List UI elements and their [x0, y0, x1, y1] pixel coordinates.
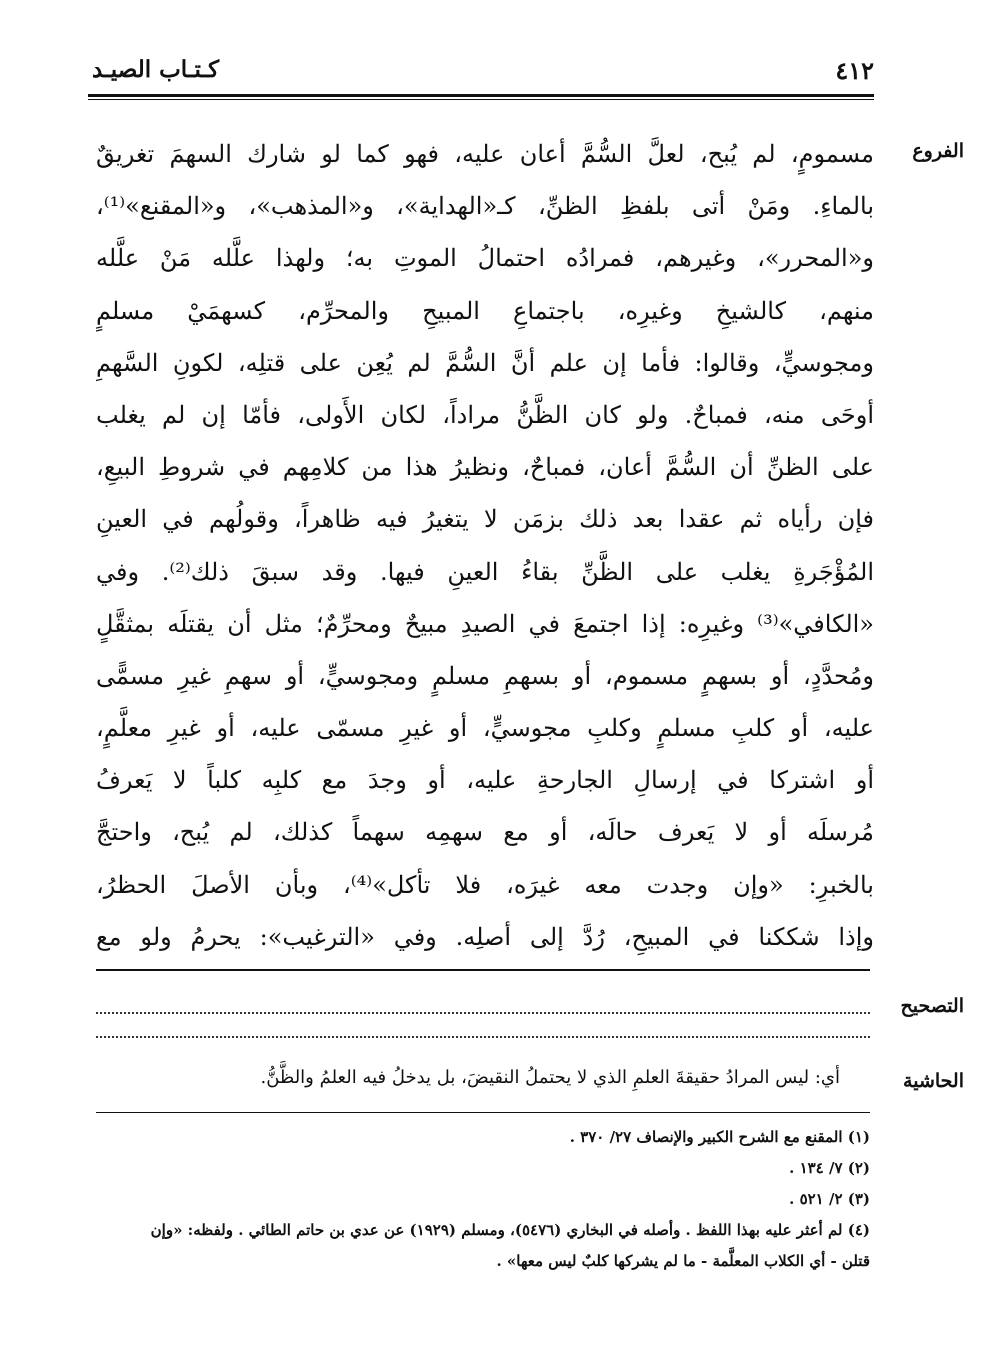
- text-line: مُرسلَه أو لا يَعرف حالَه، أو مع سهمِه سهماً كذلك، لم يُبح، واحتجَّ: [96, 818, 874, 847]
- furu-margin-label: الفروع: [912, 140, 964, 162]
- page-number: ٤١٢: [835, 56, 874, 85]
- main-text-rule: [96, 969, 870, 971]
- hashiya-margin-label: الحاشية: [903, 1070, 964, 1092]
- footnote: (٤) لم أعثر عليه بهذا اللفظ . وأصله في البخاري (٥٤٧٦)، ومسلم (١٩٢٩) عن عدي بن حاتم الطائي . ولفظه: «وإن: [150, 1221, 870, 1239]
- page-header: [88, 54, 874, 94]
- text-line: مسمومٍ، لم يُبح، لعلَّ السُّمَّ أعان عليه، فهو كما لو شارك السهمَ تغريقٌ: [96, 140, 874, 168]
- text-line: ومُحدَّدٍ، أو بسهمٍ مسموم، أو بسهمِ مسلمٍ ومجوسيٍّ، أو سهمِ غيرِ مسمًّى: [96, 661, 874, 690]
- header-rule-thin: [88, 99, 874, 100]
- tashih-dotted-line: [96, 1036, 870, 1038]
- text-line: ومجوسيٍّ، وقالوا: فأما إن علم أنَّ السُّمَّ لم يُعِن على قتلِه، لكونِ السَّهمِ: [96, 348, 874, 377]
- footnote: (٢) ٧/ ١٣٤ .: [789, 1159, 870, 1177]
- hashiya-text: أي: ليس المرادُ حقيقةَ العلمِ الذي لا يحتملُ النقيضَ، بل يدخلُ فيه العلمُ والظَّنُّ.: [260, 1067, 840, 1088]
- text-line: على الظنِّ أن السُّمَّ أعان، فمباحٌ، ونظيرُ هذا من كلامِهم في شروطِ البيعِ،: [96, 453, 874, 482]
- header-rule: [88, 94, 874, 97]
- text-line: وإذا شككنا في المبيحِ، رُدَّ إلى أصلِه. وفي «الترغيب»: يحرمُ ولو مع: [96, 922, 874, 951]
- text-line: «الكافي»⁽³⁾ وغيرِه: إذا اجتمعَ في الصيدِ مبيحٌ ومحرِّمٌ؛ مثل أن يقتلَه بمثقَّلٍ: [96, 609, 874, 638]
- footnote-continuation: قتلن - أي الكلاب المعلَّمة - ما لم يشركها كلبٌ ليس معها» .: [496, 1252, 870, 1270]
- tashih-dotted-line: [96, 1012, 870, 1014]
- footnotes-block: [96, 1122, 870, 1277]
- text-line: المُؤْجَرةِ يغلب على الظَّنِّ بقاءُ العينِ فيها. وقد سبقَ ذلك⁽²⁾. وفي: [96, 557, 874, 586]
- chapter-title: كـتـاب الصيـد: [92, 56, 220, 83]
- footnote: (١) المقنع مع الشرح الكبير والإنصاف ٢٧/ ٣٧٠ .: [569, 1128, 870, 1146]
- text-line: و«المحرر»، وغيرهم، فمرادُه احتمالُ الموتِ به؛ ولهذا علَّله مَنْ علَّله: [96, 244, 874, 273]
- hashiya-rule: [96, 1112, 870, 1113]
- text-line: أوحَى منه، فمباحٌ. ولو كان الظَّنُّ مراداً، لكان الأَولى، فأمّا إن لم يغلب: [96, 400, 874, 429]
- footnote: (٣) ٢/ ٥٢١ .: [789, 1190, 870, 1208]
- text-line: عليه، أو كلبِ مسلمٍ وكلبِ مجوسيٍّ، أو غيرِ مسمّى عليه، أو غيرِ معلَّمٍ،: [96, 714, 874, 743]
- text-line: فإن رأياه ثم عقدا بعد ذلك بزمَن لا يتغيرُ فيه ظاهراً، وقولُهم في العينِ: [96, 505, 874, 534]
- text-line: منهم، كالشيخِ وغيرِه، باجتماعِ المبيحِ والمحرِّم، كسهمَيْ مسلمٍ: [96, 296, 874, 325]
- main-text-block: [96, 128, 874, 963]
- text-line: بالماءِ. ومَنْ أتى بلفظِ الظنِّ، كـ«الهداية»، و«المذهب»، و«المقنع»⁽¹⁾،: [96, 192, 874, 221]
- text-line: بالخبرِ: «وإن وجدت معه غيرَه، فلا تأكل»⁽⁴⁾، وبأن الأصلَ الحظرُ،: [96, 870, 874, 899]
- tashih-margin-label: التصحيح: [900, 995, 964, 1017]
- text-line: أو اشتركا في إرسالِ الجارحةِ عليه، أو وجدَ مع كلبِه كلباً لا يَعرفُ: [96, 766, 874, 795]
